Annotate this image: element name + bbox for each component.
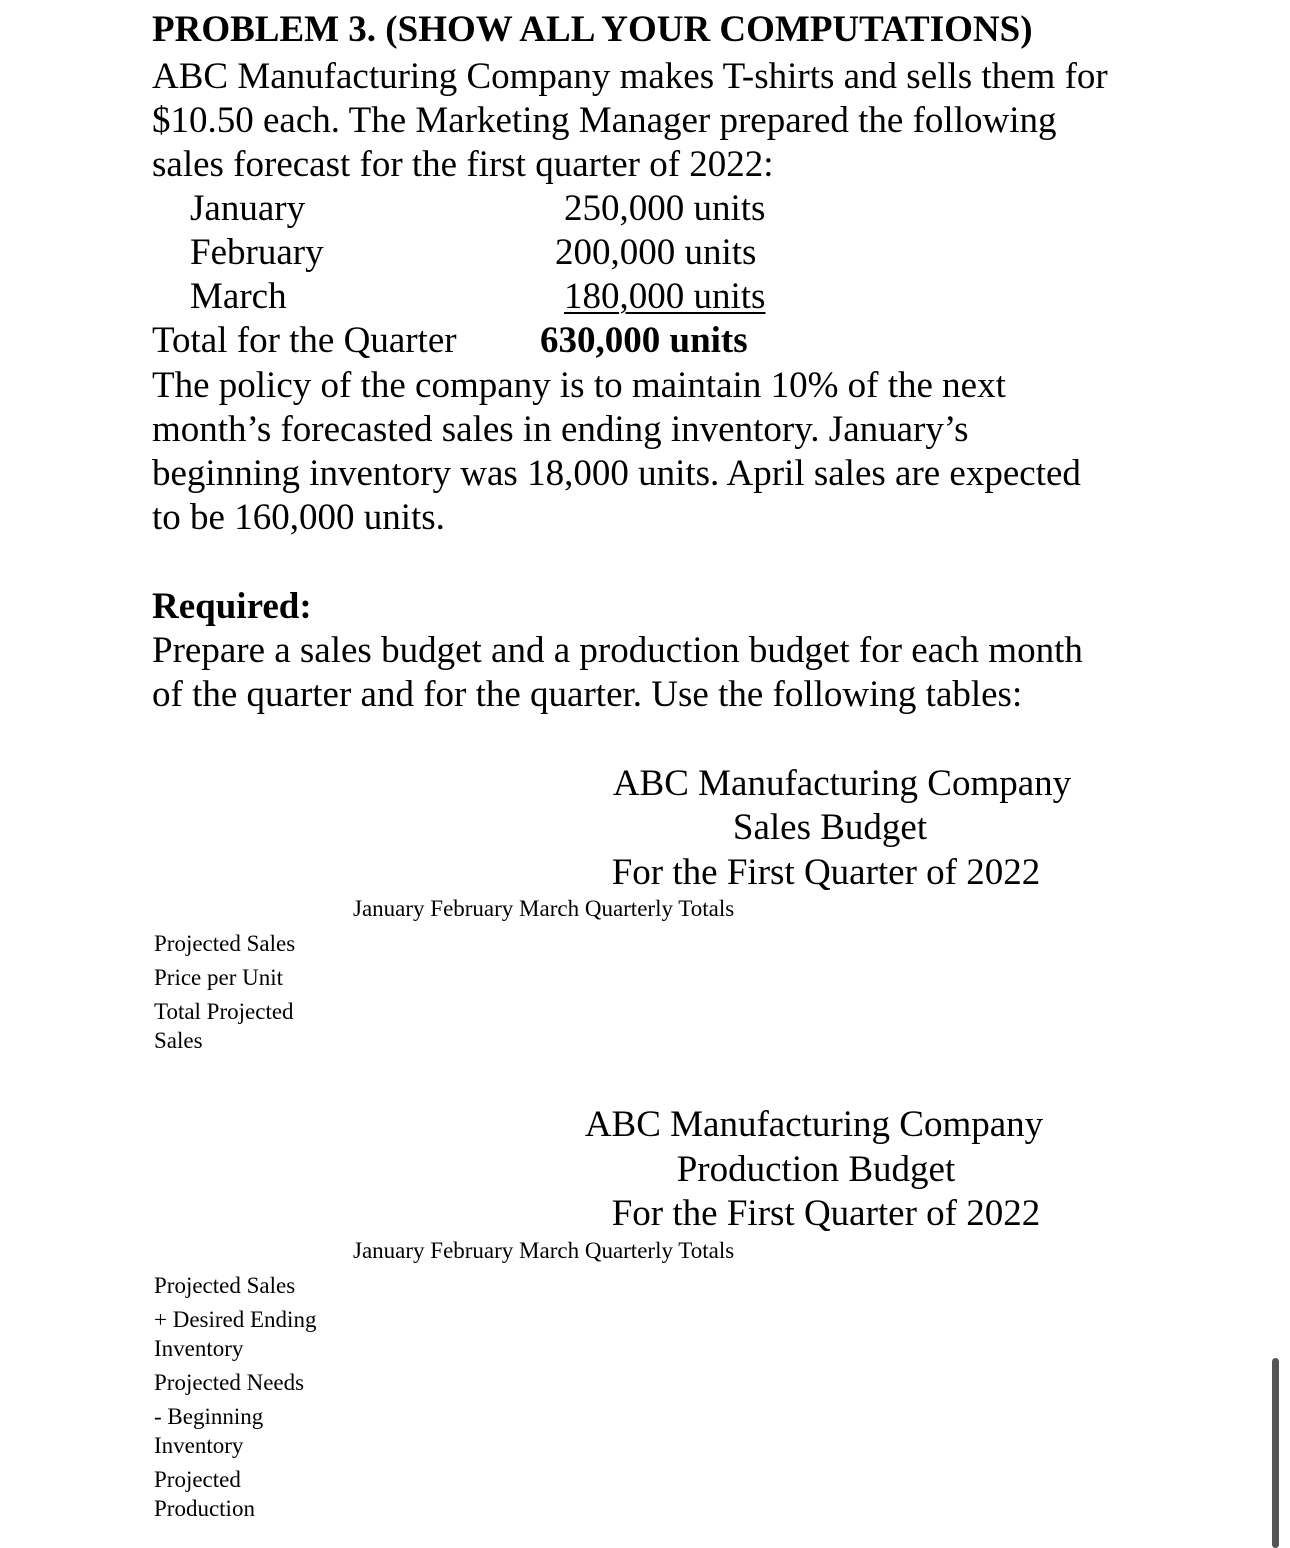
- policy-line-3: beginning inventory was 18,000 units. April sales are expected: [152, 453, 1081, 494]
- forecast-units-march: 180,000 units: [564, 276, 766, 317]
- production-row-beginning-inventory: - Beginning Inventory: [154, 1404, 264, 1458]
- policy-line-4: to be 160,000 units.: [152, 497, 445, 538]
- production-row-projected-production: Projected Production: [154, 1467, 255, 1521]
- intro-line-3: sales forecast for the first quarter of 2022:: [152, 144, 774, 185]
- production-budget-period: For the First Quarter of 2022: [611, 1193, 1041, 1234]
- policy-line-1: The policy of the company is to maintain 10% of the next: [152, 365, 1006, 406]
- intro-line-2: $10.50 each. The Marketing Manager prepared the following: [152, 100, 1057, 141]
- production-budget-company: ABC Manufacturing Company: [584, 1104, 1044, 1145]
- production-budget-column-headers: January February March Quarterly Totals: [353, 1238, 735, 1263]
- sales-row-price-per-unit: Price per Unit: [154, 965, 284, 990]
- forecast-units-february: 200,000 units: [555, 232, 757, 273]
- production-row-projected-needs: Projected Needs: [154, 1370, 305, 1395]
- problem-title: PROBLEM 3. (SHOW ALL YOUR COMPUTATIONS): [152, 9, 1033, 50]
- production-row-desired-ending-inventory: + Desired Ending Inventory: [154, 1307, 317, 1361]
- production-row-projected-sales: Projected Sales: [154, 1273, 296, 1298]
- total-units: 630,000 units: [540, 320, 748, 361]
- forecast-month-january: January: [190, 188, 306, 229]
- sales-budget-company: ABC Manufacturing Company: [612, 763, 1072, 804]
- sales-budget-title: Sales Budget: [732, 807, 928, 848]
- required-line-1: Prepare a sales budget and a production budget for each month: [152, 630, 1083, 671]
- forecast-month-february: February: [190, 232, 324, 273]
- total-label: Total for the Quarter: [152, 320, 457, 361]
- required-heading: Required:: [152, 586, 312, 627]
- required-line-2: of the quarter and for the quarter. Use the following tables:: [152, 674, 1023, 715]
- policy-line-2: month’s forecasted sales in ending inventory. January’s: [152, 409, 969, 450]
- sales-budget-period: For the First Quarter of 2022: [611, 852, 1041, 893]
- production-budget-title: Production Budget: [676, 1149, 956, 1190]
- vertical-scrollbar[interactable]: [1272, 1358, 1279, 1548]
- forecast-month-march: March: [190, 276, 287, 317]
- sales-row-total-projected-sales: Total Projected Sales: [154, 999, 294, 1053]
- sales-row-projected-sales: Projected Sales: [154, 931, 296, 956]
- forecast-units-january: 250,000 units: [564, 188, 766, 229]
- sales-budget-column-headers: January February March Quarterly Totals: [353, 896, 735, 921]
- intro-line-1: ABC Manufacturing Company makes T-shirts and sells them for: [152, 56, 1108, 97]
